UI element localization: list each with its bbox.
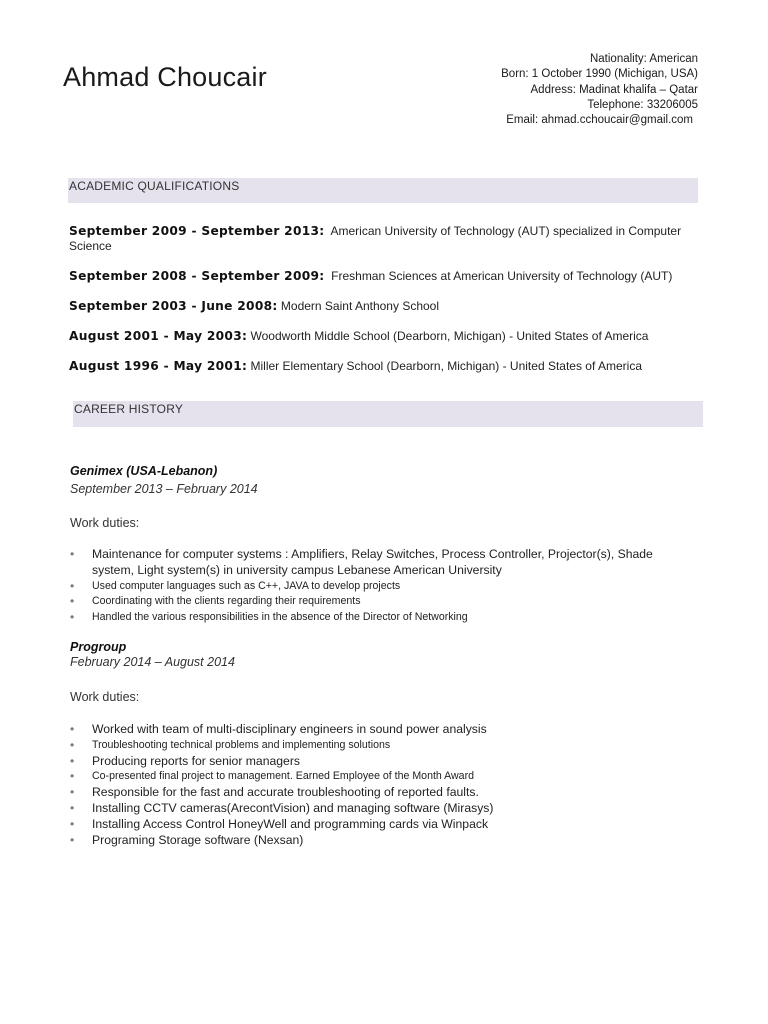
education-text: Freshman Sciences at American University of Technology (AUT) — [331, 269, 673, 283]
education-entry — [69, 299, 709, 314]
academic-heading-label: ACADEMIC QUALIFICATIONS — [69, 179, 240, 193]
list-item: • Troubleshooting technical problems and implementing solutions — [70, 738, 690, 754]
work-duties-label: Work duties: — [70, 690, 140, 704]
list-item: • Handled the various responsibilities in the absence of the Director of Networking — [70, 610, 690, 626]
education-entry — [69, 329, 709, 344]
telephone-text: Telephone: 33206005 — [587, 98, 698, 111]
career-heading-label: CAREER HISTORY — [74, 402, 184, 416]
list-item: • Co-presented final project to management. Earned Employee of the Month Award — [70, 769, 690, 785]
education-dates: August 1996 - May 2001: — [69, 359, 248, 373]
work-duties-label: Work duties: — [70, 516, 140, 530]
job-period: February 2014 – August 2014 — [70, 655, 235, 669]
education-dates: September 2008 - September 2009: — [69, 269, 325, 283]
born-text: Born: 1 October 1990 (Michigan, USA) — [501, 68, 698, 81]
career-history-heading — [73, 401, 703, 427]
list-item: • Installing Access Control HoneyWell and programming cards via Winpack — [70, 817, 690, 833]
education-text: Woodworth Middle School (Dearborn, Michigan) - United States of America — [250, 329, 649, 343]
education-text: Modern Saint Anthony School — [280, 299, 440, 313]
list-item: • Used computer languages such as C++, JAVA to develop projects — [70, 579, 690, 595]
education-dates: August 2001 - May 2003: — [69, 329, 248, 343]
list-item: • Producing reports for senior managers — [70, 754, 690, 770]
list-item: • Installing CCTV cameras(ArecontVision) and managing software (Mirasys) — [70, 801, 690, 817]
list-item: • Maintenance for computer systems : Amplifiers, Relay Switches, Process Controller, Projector(s), Shade system, Light system(s) in university campus Lebanese American University — [70, 547, 690, 579]
job-company: Genimex (USA-Lebanon) — [70, 464, 218, 478]
list-item: • Responsible for the fast and accurate troubleshooting of reported faults. — [70, 785, 690, 801]
list-item: • Programing Storage software (Nexsan) — [70, 833, 690, 849]
duties-list — [70, 722, 690, 848]
education-entry — [69, 269, 709, 284]
education-text: American University of Technology (AUT) specialized in Computer Science — [69, 224, 682, 253]
duties-list — [70, 547, 690, 626]
education-entry — [69, 224, 709, 254]
nationality-text: Nationality: American — [589, 53, 698, 65]
job-period: September 2013 – February 2014 — [70, 482, 258, 496]
education-dates: September 2009 - September 2013: — [69, 224, 325, 238]
education-entry — [69, 359, 709, 374]
job-company: Progroup — [70, 640, 127, 654]
education-dates: September 2003 - June 2008: — [69, 299, 278, 313]
academic-qualifications-heading — [68, 178, 698, 203]
list-item: • Coordinating with the clients regarding their requirements — [70, 594, 690, 610]
list-item: • Worked with team of multi-disciplinary engineers in sound power analysis — [70, 722, 690, 738]
address-text: Address: Madinat khalifa – Qatar — [530, 83, 698, 96]
email-text: Email: ahmad.cchoucair@gmail.com — [506, 114, 693, 127]
candidate-name: Ahmad Choucair — [63, 62, 267, 92]
education-text: Miller Elementary School (Dearborn, Michigan) - United States of America — [250, 359, 642, 373]
contact-block — [501, 52, 698, 128]
